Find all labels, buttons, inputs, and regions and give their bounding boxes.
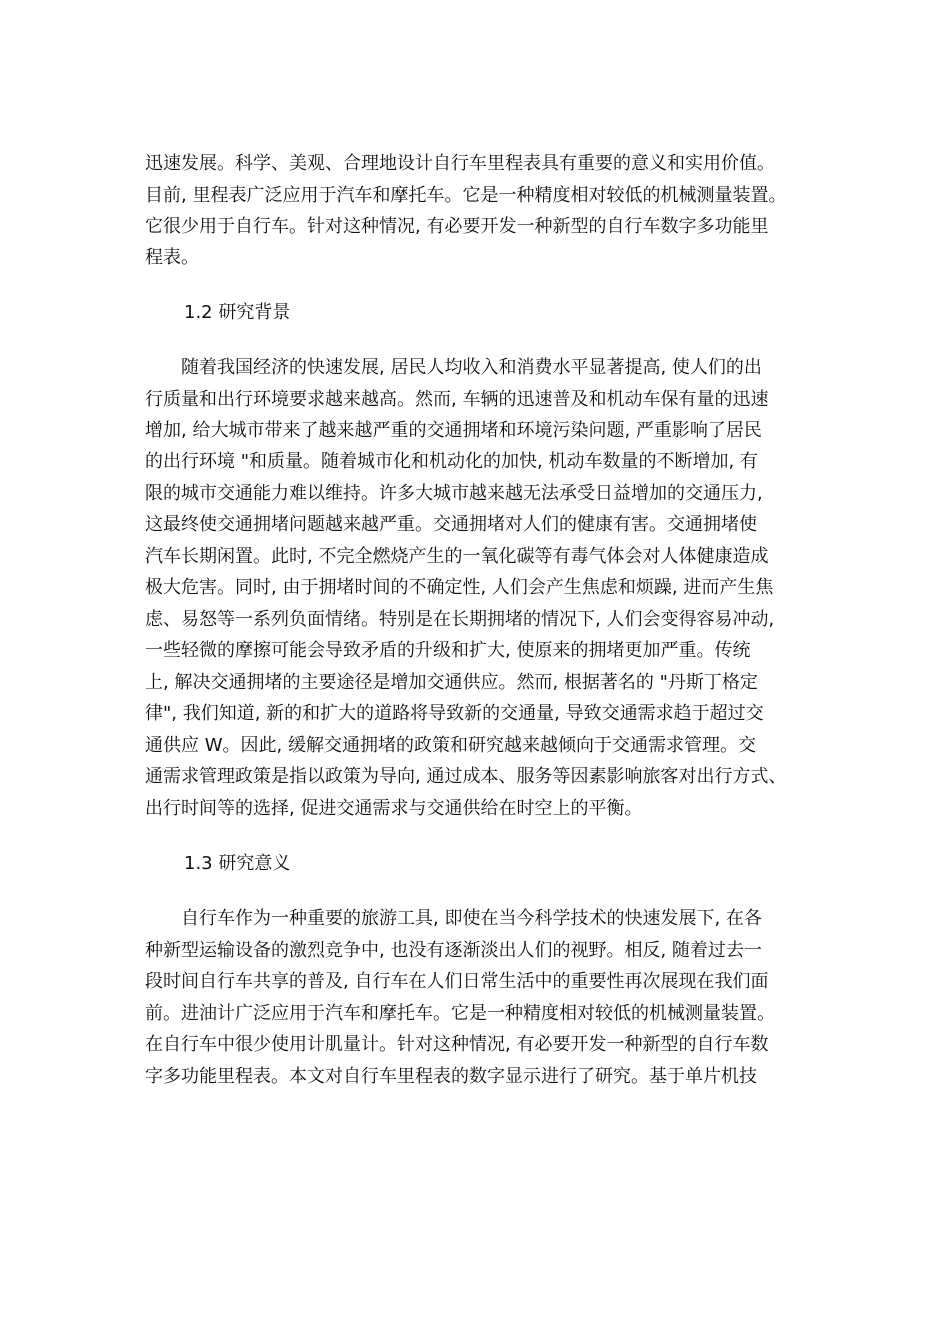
paragraph-line: 行质量和出行环境要求越来越高。然而, 车辆的迅速普及和机动车保有量的迅速 (145, 389, 769, 410)
paragraph-line: 前。进油计广泛应用于汽车和摩托车。它是一种精度相对较低的机械测量装置。 (145, 1003, 775, 1024)
paragraph-line: 在自行车中很少使用计肌量计。针对这种情况, 有必要开发一种新型的自行车数 (145, 1034, 769, 1055)
paragraph-line: 出行时间等的选择, 促进交通需求与交通供给在时空上的平衡。 (145, 798, 643, 819)
paragraph-line: 上, 解决交通拥堵的主要途径是增加交通供应。然而, 根据著名的 "丹斯丁格定 (145, 672, 758, 693)
paragraph-line: 增加, 给大城市带来了越来越严重的交通拥堵和环境污染问题, 严重影响了居民 (145, 420, 762, 441)
paragraph-line: 通需求管理政策是指以政策为导向, 通过成本、服务等因素影响旅客对出行方式、 (145, 766, 787, 787)
paragraph-line: 种新型运输设备的激烈竞争中, 也没有逐渐淡出人们的视野。相反, 随着过去一 (145, 940, 762, 961)
paragraph-line: 目前, 里程表广泛应用于汽车和摩托车。它是一种精度相对较低的机械测量装置。 (145, 185, 787, 206)
paragraph-line: 自行车作为一种重要的旅游工具, 即使在当今科学技术的快速发展下, 在各 (145, 908, 762, 929)
paragraph-line: 这最终使交通拥堵问题越来越严重。交通拥堵对人们的健康有害。交通拥堵使 (145, 514, 757, 535)
paragraph-line: 迅速发展。科学、美观、合理地设计自行车里程表具有重要的意义和实用价值。 (145, 153, 775, 174)
paragraph-line: 字多功能里程表。本文对自行车里程表的数字显示进行了研究。基于单片机技 (145, 1066, 757, 1087)
paragraph-line: 通供应 W。因此, 缓解交通拥堵的政策和研究越来越倾向于交通需求管理。交 (145, 735, 756, 756)
section-heading-1-3: 1.3 研究意义 (184, 853, 291, 874)
paragraph-line: 段时间自行车共享的普及, 自行车在人们日常生活中的重要性再次展现在我们面 (145, 971, 769, 992)
paragraph-line: 虑、易怒等一系列负面情绪。特别是在长期拥堵的情况下, 人们会变得容易冲动, (145, 609, 775, 630)
paragraph-line: 极大危害。同时, 由于拥堵时间的不确定性, 人们会产生焦虑和烦躁, 进而产生焦 (145, 577, 774, 598)
paragraph-line: 一些轻微的摩擦可能会导致矛盾的升级和扩大, 使原来的拥堵更加严重。传统 (145, 640, 751, 661)
paragraph-line: 随着我国经济的快速发展, 居民人均收入和消费水平显著提高, 使人们的出 (145, 357, 762, 378)
paragraph-line: 它很少用于自行车。针对这种情况, 有必要开发一种新型的自行车数字多功能里 (145, 216, 769, 237)
paragraph-line: 限的城市交通能力难以维持。许多大城市越来越无法承受日益增加的交通压力, (145, 483, 763, 504)
paragraph-line: 律", 我们知道, 新的和扩大的道路将导致新的交通量, 导致交通需求趋于超过交 (145, 703, 764, 724)
paragraph-line: 的出行环境 "和质量。随着城市化和机动化的加快, 机动车数量的不断增加, 有 (145, 451, 758, 472)
paragraph-line: 程表。 (145, 247, 199, 268)
section-heading-1-2: 1.2 研究背景 (184, 302, 291, 323)
paragraph-line: 汽车长期闲置。此时, 不完全燃烧产生的一氧化碳等有毒气体会对人体健康造成 (145, 546, 769, 567)
